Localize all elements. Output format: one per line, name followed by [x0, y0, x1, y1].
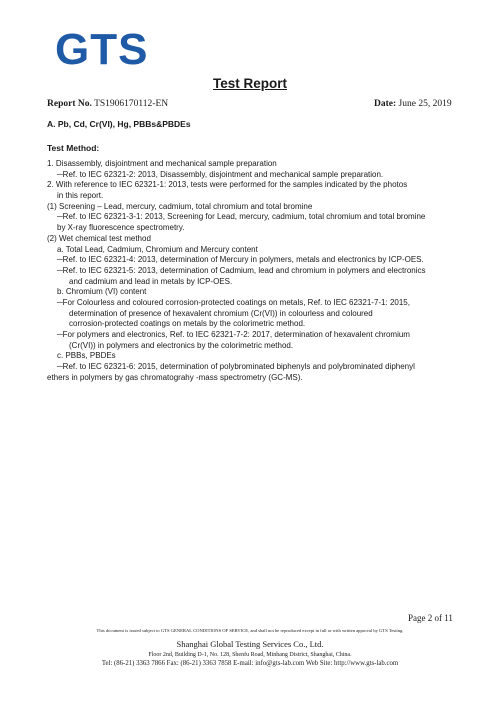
page-title: Test Report	[212, 76, 287, 91]
test-method-body	[47, 159, 467, 383]
page-number: Page 2 of 11	[408, 613, 453, 623]
footer-address: Floor 2nd, Building D-1, No. 128, Shenfu Road, Minhang District, Shanghai, China.	[148, 652, 352, 658]
text-line: and cadmium and lead in metals by ICP-OES.	[69, 276, 233, 286]
report-no-label: Report No.	[47, 99, 92, 109]
text-line: c. PBBs, PBDEs	[57, 351, 116, 361]
text-line: a. Total Lead, Cadmium, Chromium and Mercury content	[57, 244, 258, 254]
text-line: ─Ref. to IEC 62321-3-1: 2013, Screening for Lead, mercury, cadmium, total chromium and total bromine	[57, 212, 426, 222]
date-label: Date:	[374, 99, 397, 109]
text-line: ethers in polymers by gas chromatograhy -mass spectrometry (GC-MS).	[47, 372, 303, 382]
text-line: 2. With reference to IEC 62321-1: 2013, tests were performed for the samples indicated by the photos	[47, 180, 408, 190]
text-line: by X-ray fluorescence spectrometry.	[57, 223, 185, 233]
test-method-heading: Test Method:	[47, 143, 100, 153]
report-number	[47, 99, 168, 109]
text-line: ─Ref. to IEC 62321-5: 2013, determination of Cadmium, lead and chromium in polymers and electronics	[57, 265, 426, 275]
footer-contact: Tel: (86-21) 3363 7866 Fax: (86-21) 3363 7858 E-mail: info@gts-lab.com Web Site: http://www.gts-lab.com	[101, 660, 399, 667]
text-line: ─For Colourless and coloured corrosion-protected coatings on metals, Ref. to IEC 62321-7-1: 2015,	[57, 297, 410, 307]
text-line: ─For polymers and electronics, Ref. to IEC 62321-7-2: 2017, determination of hexavalent chromium	[57, 330, 410, 339]
report-date	[374, 99, 452, 109]
text-line: b. Chromium (VI) content	[57, 287, 147, 297]
text-line: 1. Disassembly, disjointment and mechanical sample preparation	[47, 159, 277, 168]
text-line: (2) Wet chemical test method	[47, 233, 151, 243]
text-line: (1) Screening – Lead, mercury, cadmium, total chromium and total bromine	[47, 201, 313, 211]
gts-logo: GTS	[55, 25, 149, 74]
footer-disclaimer: This document is issued subject to GTS GENERAL CONDITIONS OF SERVICE, and shall not be reproduced except in full or with written approval by GTS Testing.	[96, 628, 404, 633]
section-heading: A. Pb, Cd, Cr(VI), Hg, PBBs&PBDEs	[47, 119, 191, 129]
text-line: (Cr(VI)) in polymers and electronics by the colorimetric method.	[69, 340, 294, 350]
report-no-value: TS1906170112-EN	[94, 99, 169, 109]
date-value: June 25, 2019	[398, 99, 452, 109]
footer-company: Shanghai Global Testing Services Co., Ltd.	[176, 639, 324, 649]
text-line: ─Ref. to IEC 62321-4: 2013, determination of Mercury in polymers, metals and electronics by ICP-OES.	[57, 255, 424, 265]
text-line: determination of presence of hexavalent chromium (Cr(VI)) in colourless and coloured	[69, 308, 373, 318]
text-line: ─Ref. to IEC 62321-2: 2013, Disassembly, disjointment and mechanical sample preparation.	[57, 169, 384, 179]
text-line: ─Ref. to IEC 62321-6: 2015, determination of polybrominated biphenyls and polybrominated diphenyl	[57, 362, 415, 372]
text-line: in this report.	[57, 191, 104, 201]
text-line: corrosion-protected coatings on metals by the colorimetric method.	[69, 319, 306, 329]
